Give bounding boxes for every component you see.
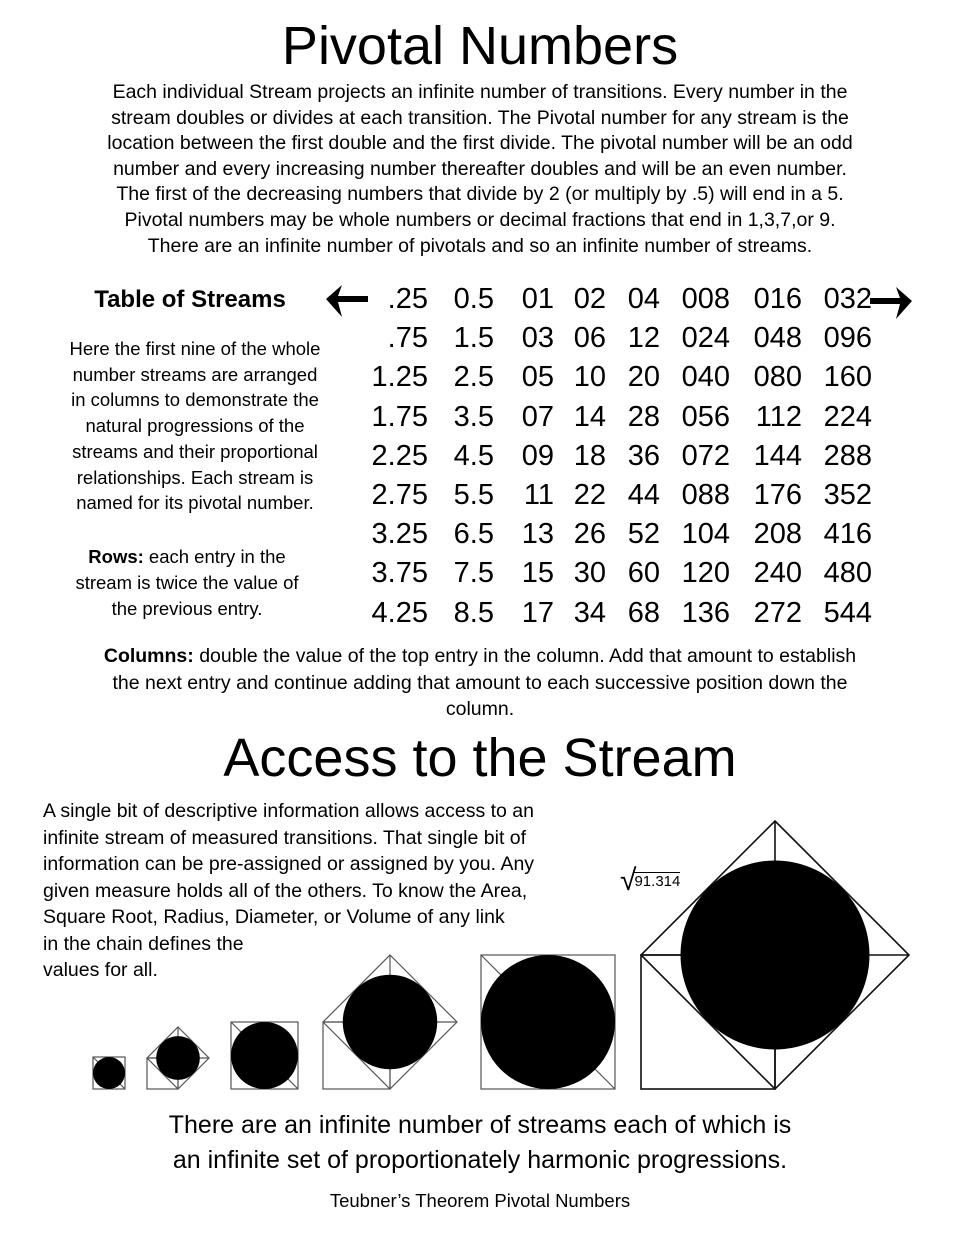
- description-line: streams and their proportional: [72, 440, 318, 462]
- table-cell: 8.5: [453, 596, 494, 629]
- table-cell: 28: [627, 400, 660, 433]
- figure-diamond: [323, 955, 457, 1089]
- table-cell: 0.5: [453, 283, 494, 315]
- intro-line: stream doubles or divides at each transition. The Pivotal number for any stream is the: [111, 106, 849, 129]
- table-cell: 14: [573, 400, 606, 433]
- table-cell: 17: [521, 596, 554, 629]
- table-cell: 34: [573, 596, 606, 629]
- table-cell: 2.75: [371, 479, 428, 512]
- rows-note-line: stream is twice the value of: [75, 572, 299, 593]
- table-cell: .25: [387, 283, 428, 315]
- table-cell: 13: [521, 518, 554, 551]
- description-line: in columns to demonstrate the: [71, 389, 319, 411]
- table-cell: 120: [681, 557, 730, 590]
- table-cell: 288: [823, 439, 872, 472]
- access-line: values for all.: [43, 959, 158, 981]
- table-cell: 088: [681, 479, 730, 512]
- table-cell: 03: [521, 322, 554, 355]
- table-cell: 09: [521, 439, 554, 472]
- filled-circle: [231, 1022, 298, 1089]
- table-cell: 544: [823, 596, 872, 629]
- filled-circle: [343, 975, 437, 1069]
- table-cell: 024: [681, 322, 730, 355]
- table-cell: 52: [627, 518, 660, 551]
- table-cell: .75: [387, 322, 428, 355]
- columns-note-line: double the value of the top entry in the column. Add that amount to establish: [193, 645, 857, 667]
- intro-line: number and every increasing number thereafter doubles and will be an even number.: [113, 157, 847, 180]
- closing-line: There are an infinite number of streams each of which is: [168, 1111, 792, 1139]
- columns-note-line: the next entry and continue adding that amount to each successive position down the: [112, 671, 848, 694]
- intro-line: Pivotal numbers may be whole numbers or decimal fractions that end in 1,3,7,or 9.: [124, 208, 836, 231]
- table-cell: 240: [753, 557, 802, 590]
- table-cell: 032: [823, 283, 872, 315]
- table-cell: 15: [521, 557, 554, 590]
- table-cell: 68: [627, 596, 660, 629]
- intro-line: Each individual Stream projects an infinite number of transitions. Every number in the: [112, 81, 848, 103]
- table-cell: 6.5: [453, 518, 494, 551]
- table-of-streams-heading: Table of Streams: [94, 286, 286, 313]
- square-root-label: [620, 866, 680, 896]
- table-cell: 056: [681, 400, 730, 433]
- figure-square: [93, 1057, 125, 1089]
- table-cell: 272: [753, 596, 802, 629]
- table-cell: 01: [521, 283, 554, 315]
- table-cell: 352: [823, 479, 872, 512]
- table-cell: 040: [681, 361, 730, 394]
- table-cell: 072: [681, 439, 730, 472]
- access-line: Square Root, Radius, Diameter, or Volume of any link: [43, 906, 505, 928]
- table-cell: 1.75: [371, 400, 428, 433]
- table-cell: 136: [681, 596, 730, 629]
- table-cell: 008: [681, 283, 730, 315]
- table-cell: 176: [753, 479, 802, 512]
- figure-square: [231, 1022, 298, 1089]
- figure-square: [481, 955, 615, 1089]
- table-cell: 048: [753, 322, 802, 355]
- table-cell: 5.5: [453, 479, 494, 512]
- table-cell: 480: [823, 557, 872, 590]
- columns-note-line: column.: [445, 698, 515, 720]
- square-root-value: 91.314: [634, 873, 681, 890]
- intro-line: The first of the decreasing numbers that divide by 2 (or multiply by .5) will end in a 5.: [116, 183, 844, 206]
- table-cell: 36: [627, 439, 660, 472]
- table-cell: 144: [753, 439, 802, 472]
- table-cell: 4.5: [453, 439, 494, 472]
- description-line: Here the first nine of the whole: [69, 338, 321, 359]
- table-cell: 30: [573, 557, 606, 590]
- table-cell: 1.5: [453, 322, 494, 355]
- description-line: relationships. Each stream is: [76, 466, 314, 488]
- table-cell: 07: [521, 400, 554, 433]
- description-line: natural progressions of the: [85, 415, 305, 437]
- access-heading: Access to the Stream: [223, 728, 737, 788]
- rows-note-line: the previous entry.: [111, 598, 263, 619]
- table-cell: 104: [681, 518, 730, 551]
- access-line: infinite stream of measured transitions. That single bit of: [43, 826, 527, 849]
- access-line: information can be pre-assigned or assigned by you. Any: [43, 853, 535, 875]
- rows-note-line: each entry in the: [143, 546, 286, 567]
- description-line: number streams are arranged: [72, 363, 318, 385]
- intro-line: There are an infinite number of pivotals and so an infinite number of streams.: [147, 234, 813, 257]
- table-cell: 112: [755, 400, 802, 433]
- table-cell: 208: [753, 518, 802, 551]
- table-cell: 3.5: [453, 400, 494, 433]
- square-root-icon: √: [620, 864, 637, 897]
- table-cell: 3.25: [371, 518, 428, 551]
- closing-line: an infinite set of proportionately harmonic progressions.: [172, 1146, 788, 1174]
- filled-circle: [681, 861, 870, 1050]
- table-cell: 05: [521, 361, 554, 394]
- filled-circle: [156, 1036, 200, 1080]
- footer-caption: Teubner’s Theorem Pivotal Numbers: [329, 1190, 631, 1211]
- figure-diamond: [147, 1027, 209, 1089]
- table-cell: 44: [627, 479, 660, 512]
- rows-label: Rows:: [88, 546, 144, 567]
- table-cell: 06: [573, 322, 606, 355]
- table-cell: 18: [573, 439, 606, 472]
- access-line: in the chain defines the: [43, 932, 244, 955]
- table-cell: 3.75: [371, 557, 428, 590]
- table-cell: 26: [573, 518, 606, 551]
- table-cell: 7.5: [453, 557, 494, 590]
- access-line: A single bit of descriptive information allows access to an: [43, 800, 534, 822]
- table-cell: 20: [627, 361, 660, 394]
- columns-label: Columns:: [103, 645, 194, 667]
- table-cell: 10: [573, 361, 606, 394]
- table-cell: 2.25: [371, 439, 428, 472]
- table-cell: 416: [823, 518, 872, 551]
- table-cell: 60: [627, 557, 660, 590]
- table-cell: 11: [523, 479, 554, 512]
- figure-diamond: [641, 821, 909, 1089]
- table-cell: 12: [627, 322, 660, 355]
- table-cell: 016: [753, 283, 802, 315]
- table-cell: 04: [627, 283, 660, 315]
- table-cell: 080: [753, 361, 802, 394]
- filled-circle: [481, 955, 615, 1089]
- page-title: Pivotal Numbers: [281, 16, 679, 76]
- table-cell: 22: [573, 479, 606, 512]
- table-cell: 4.25: [371, 596, 428, 629]
- filled-circle: [93, 1057, 125, 1089]
- table-cell: 02: [573, 283, 606, 315]
- closing-statement: [0, 1108, 960, 1178]
- table-cell: 2.5: [453, 361, 494, 394]
- table-cell: 1.25: [371, 361, 428, 394]
- table-cell: 224: [823, 400, 872, 433]
- intro-line: location between the first double and the first divide. The pivotal number will be an odd: [107, 132, 853, 155]
- table-cell: 160: [823, 361, 872, 394]
- description-line: named for its pivotal number.: [76, 492, 314, 514]
- table-cell: 096: [823, 322, 872, 355]
- access-line: given measure holds all of the others. To know the Area,: [43, 879, 528, 902]
